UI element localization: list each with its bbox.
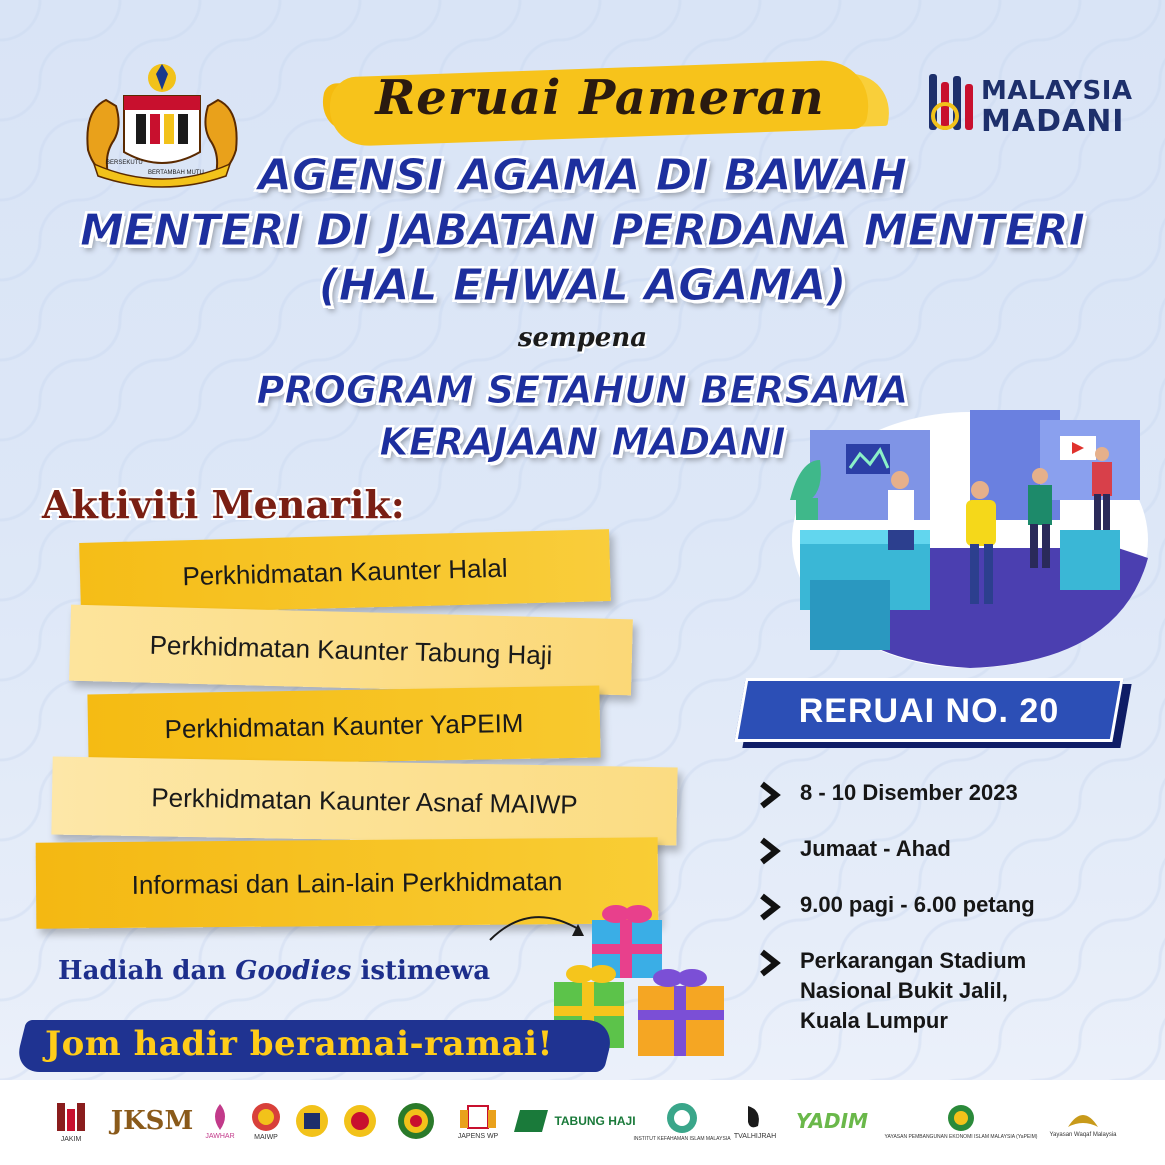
yapeim-logo: YAYASAN PEMBANGUNAN EKONOMI ISLAM MALAYSIA (YaPEIM)	[898, 1098, 1024, 1144]
ikim-icon	[665, 1101, 699, 1135]
malaysia-madani-logo	[925, 70, 1133, 140]
sempena-text: sempena	[517, 323, 648, 353]
chevron-right-icon	[758, 892, 782, 922]
activity-item: Perkhidmatan Kaunter Tabung Haji	[69, 605, 633, 696]
detail-text: 9.00 pagi - 6.00 petang	[800, 892, 1035, 917]
call-to-action-text: Jom hadir beramai-ramai!	[45, 1024, 553, 1064]
activity-item: Perkhidmatan Kaunter Asnaf MAIWP	[51, 757, 677, 846]
booth-detail-time	[758, 890, 1035, 922]
tabung-haji-logo: TABUNG HAJI	[514, 1098, 636, 1144]
headline-line-3: (HAL EHWAL AGAMA)	[318, 260, 847, 311]
activities-heading: Aktiviti Menarik:	[42, 482, 405, 527]
activity-item: Perkhidmatan Kaunter Halal	[79, 529, 611, 615]
japens-crest-icon	[458, 1102, 498, 1132]
tv-alhijrah-logo: TVALHIJRAH	[730, 1098, 780, 1144]
gifts-emphasis: Goodies	[235, 956, 352, 986]
booth-detail-date	[758, 778, 1018, 810]
tv-alhijrah-icon	[742, 1102, 768, 1132]
activity-item: Informasi dan Lain-lain Perkhidmatan	[36, 837, 659, 928]
ikim-logo: INSTITUT KEFAHAMAN ISLAM MALAYSIA	[640, 1098, 724, 1144]
jakim-logo: JAKIM	[46, 1098, 96, 1144]
agency-crest-icon	[396, 1101, 436, 1141]
japens-wp-logo: JAPENS WP	[450, 1098, 506, 1144]
chevron-right-icon	[758, 836, 782, 866]
logo-5	[290, 1098, 334, 1144]
jakim-icon	[53, 1099, 89, 1135]
crest-motto-left: BERSEKUTU	[106, 160, 143, 166]
exhibition-booth-illustration	[770, 380, 1150, 670]
maiwp-icon	[250, 1101, 282, 1133]
booth-detail-days	[758, 834, 951, 866]
jawhar-logo: JAWHAR	[198, 1098, 242, 1144]
madani-emblem-icon	[925, 70, 979, 140]
yapeim-icon	[946, 1103, 976, 1133]
yadim-logo: YADIM	[796, 1109, 868, 1133]
booth-number: RERUAI NO. 20	[798, 692, 1060, 730]
activity-item: Perkhidmatan Kaunter YaPEIM	[87, 686, 600, 767]
detail-text: Perkarangan Stadium Nasional Bukit Jalil, Kuala Lumpur	[800, 948, 1027, 1033]
gifts-text	[58, 956, 490, 986]
detail-text: 8 - 10 Disember 2023	[800, 780, 1018, 805]
jksm-logo: JKSM	[110, 1106, 194, 1136]
chevron-right-icon	[758, 948, 782, 978]
booth-detail-venue	[758, 946, 1026, 1036]
program-line-2: KERAJAAN MADANI	[379, 420, 786, 464]
gifts-prefix: Hadiah dan	[58, 956, 236, 986]
event-title: Reruai Pameran	[375, 70, 825, 126]
headline-line-1: AGENSI AGAMA DI BAWAH	[257, 150, 908, 201]
madani-line2: MADANI	[981, 104, 1125, 139]
agency-crest-icon	[341, 1102, 379, 1140]
gifts-suffix: istimewa	[351, 956, 491, 986]
agency-crest-icon	[293, 1102, 331, 1140]
wakaf-icon	[1066, 1105, 1100, 1131]
maiwp-logo: MAIWP	[246, 1098, 286, 1144]
madani-line1: MALAYSIA	[981, 76, 1133, 106]
headline-line-2: MENTERI DI JABATAN PERDANA MENTERI	[79, 205, 1086, 256]
jawhar-icon	[205, 1102, 235, 1132]
wakaf-logo: Yayasan Waqaf Malaysia	[1040, 1098, 1126, 1144]
crest-motto-center: BERTAMBAH MUTU	[148, 170, 204, 176]
logo-7	[394, 1098, 438, 1144]
tabung-haji-icon	[514, 1108, 550, 1134]
chevron-right-icon	[758, 780, 782, 810]
program-line-1: PROGRAM SETAHUN BERSAMA	[256, 368, 909, 412]
detail-text: Jumaat - Ahad	[800, 836, 951, 861]
logo-6	[338, 1098, 382, 1144]
